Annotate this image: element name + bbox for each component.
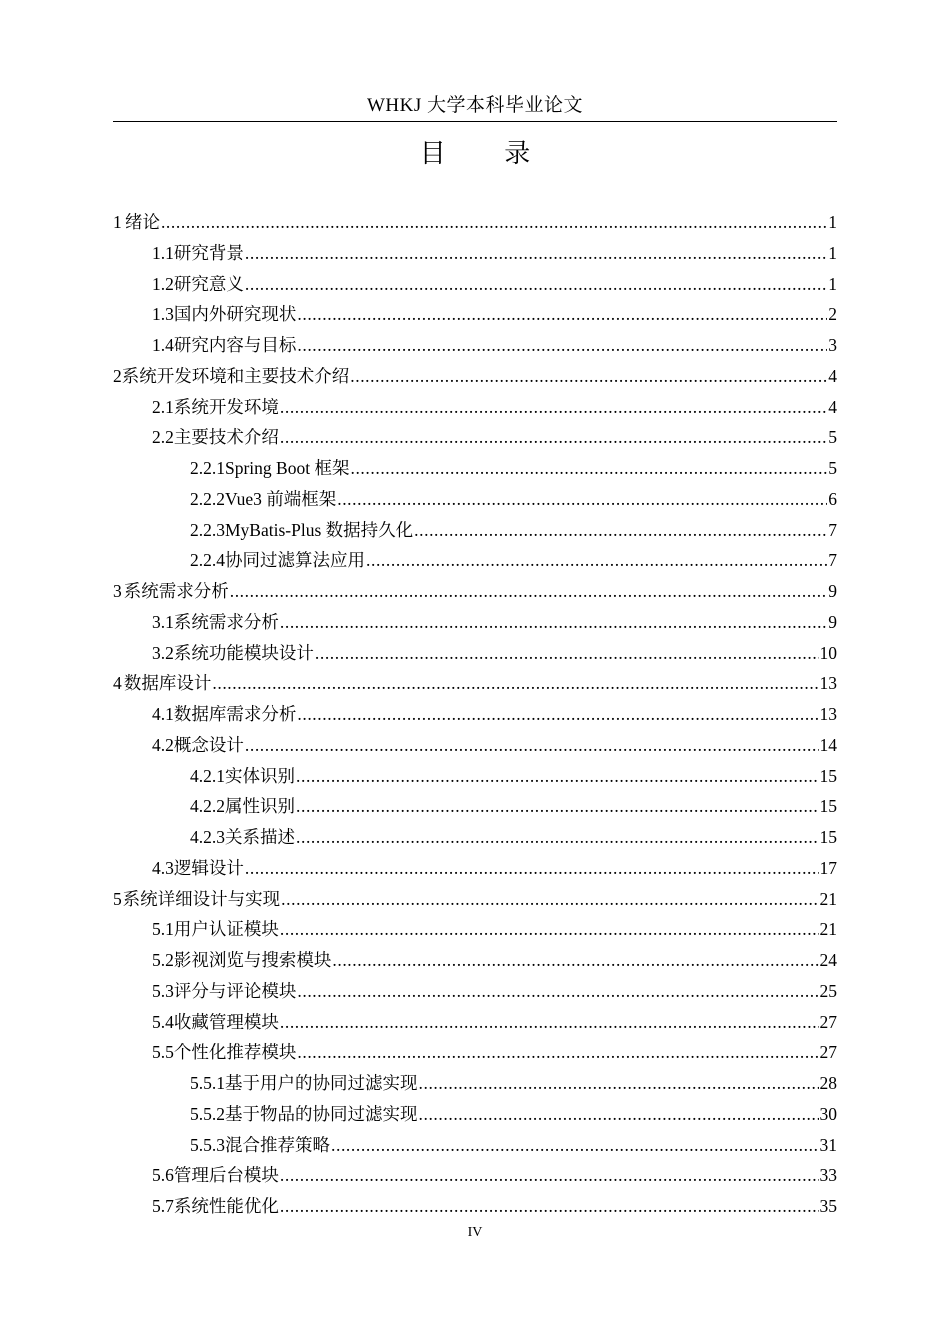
toc-entry-title: 国内外研究现状	[173, 304, 297, 325]
dot-leader	[245, 269, 827, 299]
toc-entry[interactable]	[152, 638, 837, 668]
dot-leader	[280, 914, 819, 944]
toc-entry-title: 概念设计	[173, 734, 244, 755]
toc-entry-page: 3	[828, 335, 837, 355]
toc-entry-title: 基于用户的协同过滤实现	[225, 1073, 418, 1093]
dot-leader	[280, 422, 827, 452]
dot-leader	[419, 1099, 819, 1129]
toc-entry-number: 2.2.2	[190, 488, 225, 509]
toc-entry[interactable]	[152, 392, 837, 422]
toc-entry-number: 2.2	[152, 427, 174, 448]
toc-title: 目 录	[419, 139, 557, 168]
toc-entry[interactable]	[152, 1037, 837, 1067]
toc-entry-page: 27	[819, 1011, 837, 1032]
toc-entry[interactable]	[113, 576, 837, 606]
header-rule	[113, 121, 837, 122]
dot-leader	[350, 361, 827, 391]
toc-entry-title: 评分与评论模块	[173, 980, 297, 1001]
toc-entry-page: 35	[819, 1196, 837, 1216]
toc-entry-title: 实体识别	[225, 765, 295, 786]
toc-entry-title: 系统功能模块设计	[173, 642, 314, 663]
toc-entry-title: 逻辑设计	[173, 857, 244, 878]
toc-entry-number: 5.1	[152, 919, 174, 940]
toc-entry[interactable]	[152, 238, 837, 268]
dot-leader	[350, 453, 827, 483]
toc-entry-number: 5.7	[152, 1196, 174, 1216]
toc-entry-number: 2.1	[152, 396, 174, 417]
toc-entry-title: Vue3 前端框架	[225, 488, 337, 509]
toc-entry-title: 管理后台模块	[173, 1165, 279, 1186]
toc-entry-title: 基于物品的协同过滤实现	[225, 1103, 418, 1124]
toc-entry-title: 数据库设计	[123, 673, 212, 694]
dot-leader	[296, 761, 819, 791]
toc-entry-title: 属性识别	[225, 796, 295, 817]
toc-entry-page: 6	[828, 488, 837, 509]
toc-entry-title: 数据库需求分析	[173, 704, 297, 724]
toc-entry-title: 协同过滤算法应用	[225, 550, 365, 571]
toc-entry-page: 14	[819, 734, 837, 755]
dot-leader	[297, 299, 827, 329]
dot-leader	[280, 1191, 819, 1221]
dot-leader	[280, 1007, 819, 1037]
toc-entry-page: 33	[819, 1165, 837, 1186]
toc-entry[interactable]	[190, 545, 837, 575]
toc-entry-number: 5.4	[152, 1011, 174, 1032]
dot-leader	[419, 1068, 819, 1098]
toc-entry-page: 5	[828, 427, 837, 448]
toc-entry-page: 28	[819, 1073, 837, 1093]
dot-leader	[337, 484, 827, 514]
toc-entry-title: 研究内容与目标	[173, 335, 297, 355]
toc-entry[interactable]	[152, 330, 837, 360]
dot-leader	[297, 976, 818, 1006]
toc-entry-page: 4	[828, 365, 837, 386]
page-header: WHKJ 大学本科毕业论文	[366, 95, 584, 116]
toc-entry-page: 7	[828, 519, 837, 540]
toc-entry-title: Spring Boot 框架	[225, 458, 350, 478]
toc-entry-number: 4.1	[152, 704, 174, 724]
toc-entry-number: 2.2.1	[190, 458, 225, 478]
toc-entry-number: 3	[113, 581, 122, 601]
toc-entry-number: 4.2.3	[190, 827, 225, 847]
toc-entry-title: 系统开发环境和主要技术介绍	[121, 365, 350, 386]
toc-entry[interactable]	[190, 1099, 837, 1129]
toc-entry[interactable]	[190, 822, 837, 852]
toc-entry-number: 4	[113, 673, 122, 694]
dot-leader	[297, 699, 818, 729]
dot-leader	[332, 945, 818, 975]
toc-entry-page: 21	[819, 919, 837, 940]
toc-entry-title: 主要技术介绍	[173, 427, 279, 448]
toc-entry-page: 9	[828, 611, 837, 632]
toc-entry-page: 31	[819, 1134, 837, 1155]
toc-entry-page: 4	[828, 396, 837, 417]
toc-entry[interactable]	[152, 853, 837, 883]
toc-entry[interactable]	[152, 269, 837, 299]
toc-entry-number: 3.2	[152, 642, 174, 663]
dot-leader	[281, 884, 818, 914]
toc-entry-title: 混合推荐策略	[225, 1134, 330, 1155]
toc-entry-page: 17	[819, 857, 837, 878]
toc-entry[interactable]	[152, 730, 837, 760]
dot-leader	[161, 207, 827, 237]
toc-entry[interactable]	[113, 361, 837, 391]
toc-entry[interactable]	[152, 699, 837, 729]
toc-entry[interactable]	[113, 207, 837, 237]
dot-leader	[280, 1160, 819, 1190]
toc-entry-page: 1	[828, 242, 837, 263]
toc-entry-page: 5	[828, 458, 837, 478]
toc-entry-title: 影视浏览与搜索模块	[173, 950, 332, 970]
toc-entry-number: 2.2.3	[190, 519, 225, 540]
toc-entry-page: 13	[819, 673, 837, 694]
dot-leader	[331, 1130, 819, 1160]
toc-entry-page: 30	[819, 1103, 837, 1124]
toc-entry-page: 15	[819, 765, 837, 786]
toc-entry-page: 13	[819, 704, 837, 724]
dot-leader	[212, 668, 818, 698]
toc-entry[interactable]	[190, 791, 837, 821]
toc-entry[interactable]	[152, 422, 837, 452]
toc-entry-number: 4.2	[152, 734, 174, 755]
toc-entry-page: 15	[819, 796, 837, 817]
dot-leader	[245, 238, 827, 268]
dot-leader	[296, 791, 819, 821]
toc-entry-title: 系统详细设计与实现	[122, 888, 281, 909]
toc-entry[interactable]	[152, 1191, 837, 1221]
dot-leader	[280, 607, 827, 637]
toc-entry-title: 研究意义	[173, 273, 244, 294]
toc-entry-number: 2.2.4	[190, 550, 225, 571]
dot-leader	[297, 330, 827, 360]
toc-entry-page: 15	[819, 827, 837, 847]
toc-entry-page: 27	[819, 1042, 837, 1063]
toc-entry-number: 4.2.2	[190, 796, 225, 817]
toc-entry[interactable]	[190, 761, 837, 791]
toc-entry-number: 1.3	[152, 304, 174, 325]
toc-entry[interactable]	[152, 945, 837, 975]
toc-entry[interactable]	[190, 453, 837, 483]
toc-entry-number: 5.2	[152, 950, 174, 970]
toc-entry-number: 5.5.3	[190, 1134, 225, 1155]
toc-entry[interactable]	[152, 976, 837, 1006]
toc-entry[interactable]	[190, 1130, 837, 1160]
toc-entry-title: 用户认证模块	[173, 919, 279, 940]
toc-entry[interactable]	[152, 607, 837, 637]
toc-entry-number: 5.3	[152, 980, 174, 1001]
toc-entry-number: 1	[113, 212, 122, 232]
dot-leader	[230, 576, 828, 606]
toc-entry-page: 2	[828, 304, 837, 325]
toc-entry[interactable]	[152, 1007, 837, 1037]
toc-entry-title: 系统性能优化	[173, 1196, 279, 1216]
toc-entry-number: 2	[113, 365, 122, 386]
toc-entry-page: 10	[819, 642, 837, 663]
toc-entry-number: 4.2.1	[190, 765, 225, 786]
toc-entry[interactable]	[190, 515, 837, 545]
dot-leader	[245, 853, 819, 883]
toc-entry-number: 5.5.1	[190, 1073, 225, 1093]
toc-entry-number: 1.2	[152, 273, 174, 294]
toc-entry-title: 系统开发环境	[173, 396, 279, 417]
dot-leader	[366, 545, 827, 575]
toc-entry-number: 3.1	[152, 611, 174, 632]
toc-entry-page: 1	[828, 212, 837, 232]
toc-entry-title: 收藏管理模块	[173, 1011, 279, 1032]
toc-entry[interactable]	[190, 1068, 837, 1098]
toc-entry-number: 4.3	[152, 857, 174, 878]
toc-entry-page: 24	[819, 950, 837, 970]
toc-entry[interactable]	[190, 484, 837, 514]
toc-entry-number: 5.6	[152, 1165, 174, 1186]
toc-entry-title: MyBatis-Plus 数据持久化	[225, 519, 414, 540]
toc-entry-number: 1.1	[152, 242, 174, 263]
toc-entry[interactable]	[113, 668, 837, 698]
toc-entry-title: 绪论	[124, 212, 160, 232]
toc-entry-title: 系统需求分析	[173, 611, 279, 632]
dot-leader	[315, 638, 819, 668]
toc-entry-title: 系统需求分析	[123, 581, 229, 601]
toc-entry[interactable]	[152, 299, 837, 329]
toc-entry[interactable]	[152, 914, 837, 944]
toc-entry-page: 21	[819, 888, 837, 909]
toc-entry-title: 个性化推荐模块	[173, 1042, 297, 1063]
toc-entry[interactable]	[113, 884, 837, 914]
dot-leader	[280, 392, 827, 422]
toc-entry-title: 关系描述	[225, 827, 295, 847]
toc-entry-page: 9	[828, 581, 837, 601]
toc-entry-page: 7	[828, 550, 837, 571]
dot-leader	[245, 730, 819, 760]
dot-leader	[297, 1037, 818, 1067]
toc-entry-page: 25	[819, 980, 837, 1001]
page-number: IV	[467, 1225, 483, 1240]
toc-entry-number: 5	[113, 888, 122, 909]
dot-leader	[414, 515, 827, 545]
dot-leader	[296, 822, 819, 852]
toc-entry-number: 1.4	[152, 335, 174, 355]
toc-entry-number: 5.5	[152, 1042, 174, 1063]
toc-entry-number: 5.5.2	[190, 1103, 225, 1124]
toc-entry[interactable]	[152, 1160, 837, 1190]
toc-entry-title: 研究背景	[173, 242, 244, 263]
toc-entry-page: 1	[828, 273, 837, 294]
